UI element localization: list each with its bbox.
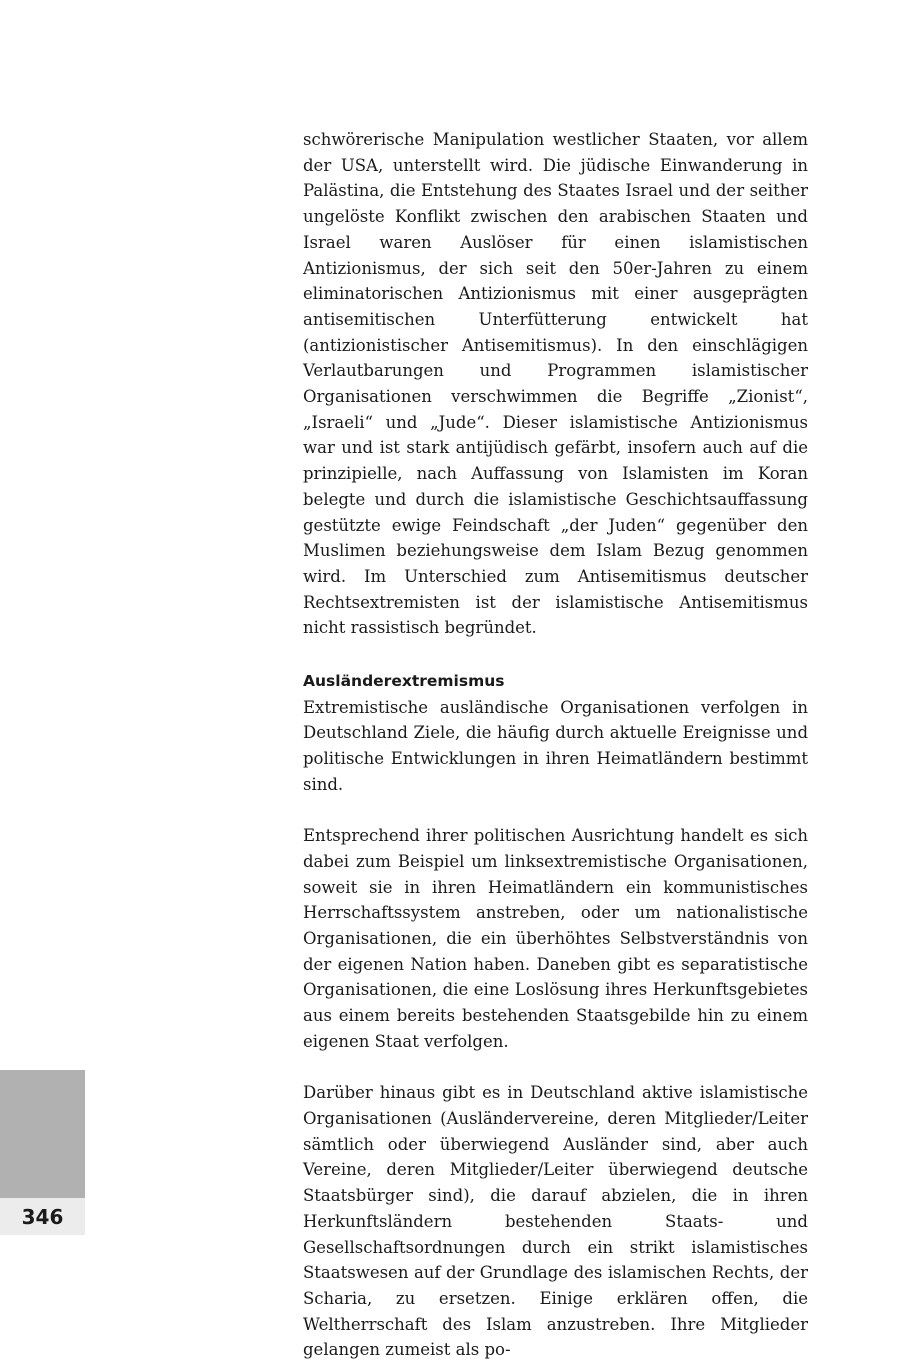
page-number: 346 <box>21 1204 64 1229</box>
section-heading: Ausländerextremismus <box>303 672 505 691</box>
paragraph-antizionismus: schwörerische Manipulation westlicher Staaten, vor allem der USA, unterstellt wird. Die jüdische Einwanderung in Palästina, die Entstehung des Staates Israel und der seither ungelöste Konflikt zwischen den arabischen Staaten und Israel waren Auslöser für einen islamistischen Antizionismus, der sich seit den 50er-Jahren zu einem eliminatorischen Antizionismus mit einer ausgeprägten antisemitischen Unterfütterung entwickelt hat (antizionistischer Antisemitismus). In den einschlägigen Verlautbarungen und Programmen islamistischer Organisationen verschwimmen die Begriffe „Zionist“, „Israeli“ und „Jude“. Dieser islamistische Antizionismus war und ist stark antijüdisch gefärbt, insofern auch auf die prinzipielle, nach Auffassung von Islamisten im Koran belegte und durch die islamistische Geschichtsauffassung gestützte ewige Feindschaft „der Juden“ gegenüber den Muslimen beziehungsweise dem Islam Bezug genommen wird. Im Unterschied zum Antisemitismus deutscher Rechtsextremisten ist der islamistische Antisemitismus nicht rassistisch begründet. <box>303 130 808 638</box>
page-edge-tab <box>0 1070 85 1198</box>
paragraph-islamistische-organisationen: Darüber hinaus gibt es in Deutschland aktive islamistische Organisationen (Ausländervereine, deren Mitglieder/Leiter sämtlich oder überwiegend Ausländer sind, aber auch Vereine, deren Mitglieder/Leiter überwiegend deutsche Staatsbürger sind), die darauf abzielen, die in ihren Herkunftsländern bestehenden Staats- und Gesellschaftsordnungen durch ein strikt islamistisches Staatswesen auf der Grundlage des islamischen Rechts, der Scharia, zu ersetzen. Einige erklären offen, die Weltherrschaft des Islam anzustreben. Ihre Mitglieder gelangen zumeist als po- <box>303 1083 808 1360</box>
body-text <box>303 127 808 1363</box>
page-number-box <box>0 1198 85 1235</box>
paragraph-ziele: Extremistische ausländische Organisationen verfolgen in Deutschland Ziele, die häufig durch aktuelle Ereignisse und politische Entwicklungen in ihren Heimatländern bestimmt sind. <box>303 697 808 794</box>
paragraph-ausrichtung: Entsprechend ihrer politischen Ausrichtung handelt es sich dabei zum Beispiel um linksextremistische Organisationen, soweit sie in ihren Heimatländern ein kommunistisches Herrschaftssystem anstreben, oder um nationalistische Organisationen, die ein überhöhtes Selbstverständnis von der eigenen Nation haben. Daneben gibt es separatistische Organisationen, die eine Loslösung ihres Herkunftsgebietes aus einem bereits bestehenden Staatsgebilde hin zu einem eigenen Staat verfolgen. <box>303 826 808 1051</box>
